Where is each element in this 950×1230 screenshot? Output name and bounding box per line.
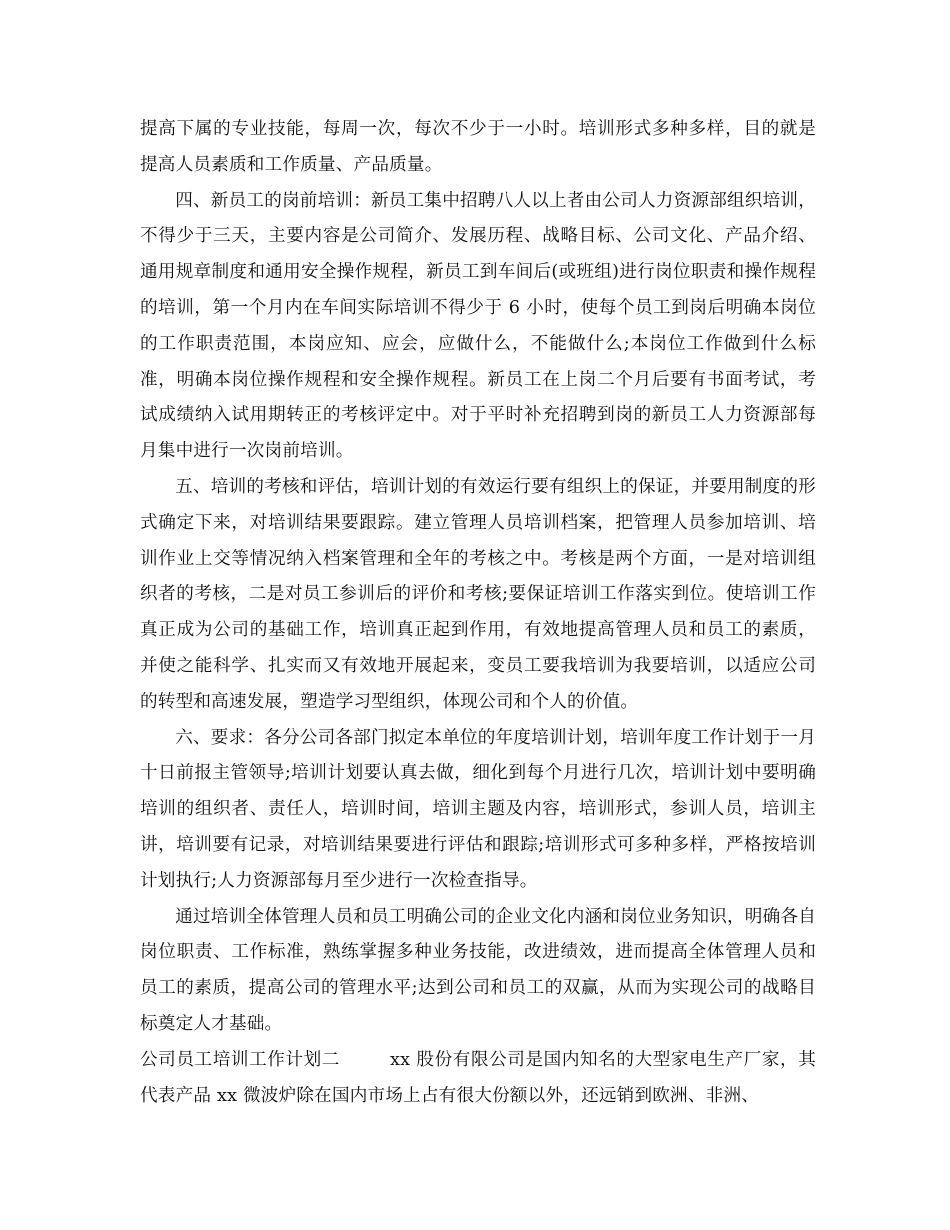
paragraph-requirements: 六、要求：各分公司各部门拟定本单位的年度培训计划，培训年度工作计划于一月十日前报主管领导;培训计划要认真去做，细化到每个月进行几次，培训计划中要明确培训的组织者、责任人，培训时间，培训主题及内容，培训形式，参训人员，培训主讲，培训要有记录，对培训结果要进行评估和跟踪;培训形式可多种多样，严格按培训计划执行;人力资源部每月至少进行一次检查指导。 xyxy=(140,727,816,891)
section-two-paragraph xyxy=(140,1043,816,1115)
paragraph-continued: 提高下属的专业技能，每周一次，每次不少于一小时。培训形式多种多样，目的就是提高人员素质和工作质量、产品质量。 xyxy=(140,119,816,175)
paragraph-conclusion: 通过培训全体管理人员和员工明确公司的企业文化内涵和岗位业务知识，明确各自岗位职责、工作标准，熟练掌握多种业务技能，改进绩效，进而提高全体管理人员和员工的素质，提高公司的管理水平;达到公司和员工的双赢，从而为实现公司的战略目标奠定人才基础。 xyxy=(140,906,816,1034)
paragraph-new-employee-training: 四、新员工的岗前培训：新员工集中招聘八人以上者由公司人力资源部组织培训，不得少于三天，主要内容是公司简介、发展历程、战略目标、公司文化、产品介绍、通用规章制度和通用安全操作规程，新员工到车间后(或班组)进行岗位职责和操作规程的培训，第一个月内在车间实际培训不得少于 6 小时，使每个员工到岗后明确本岗位的工作职责范围，本岗应知、应会，应做什么，不能做什么;本岗位工作做到什么标准，明确本岗位操作规程和安全操作规程。新员工在上岗二个月后要有书面考试，考试成绩纳入试用期转正的考核评定中。对于平时补充招聘到岗的新员工人力资源部每月集中进行一次岗前培训。 xyxy=(140,190,816,462)
section-heading: 公司员工培训工作计划二 xyxy=(140,1049,340,1070)
document-body xyxy=(140,112,816,1114)
paragraph-training-assessment: 五、培训的考核和评估，培训计划的有效运行要有组织上的保证，并要用制度的形式确定下来，对培训结果要跟踪。建立管理人员培训档案，把管理人员参加培训、培训作业上交等情况纳入档案管理和全年的考核之中。考核是两个方面，一是对培训组织者的考核，二是对员工参训后的评价和考核;要保证培训工作落实到位。使培训工作真正成为公司的基础工作，培训真正起到作用，有效地提高管理人员和员工的素质，并使之能科学、扎实而又有效地开展起来，变员工要我培训为我要培训，以适应公司的转型和高速发展，塑造学习型组织，体现公司和个人的价值。 xyxy=(140,476,816,712)
section-body: xx 股份有限公司是国内知名的大型家电生产厂家，其代表产品 xx 微波炉除在国内市场上占有很大份额以外，还远销到欧洲、非洲、 xyxy=(140,1049,816,1106)
